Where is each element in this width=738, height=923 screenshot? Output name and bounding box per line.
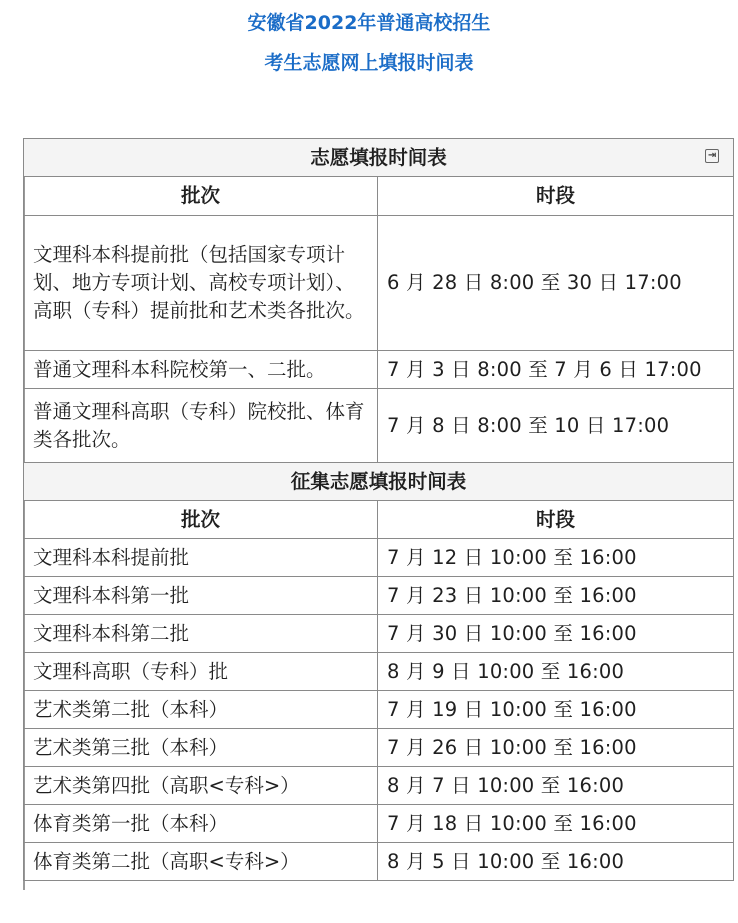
time-cell: 8 月 7 日 10:00 至 16:00 xyxy=(378,767,734,805)
batch-cell: 文理科本科第二批 xyxy=(24,615,378,653)
table-row xyxy=(24,615,734,653)
batch-cell: 艺术类第四批（高职<专科>） xyxy=(24,767,378,805)
section-title: 志愿填报时间表 xyxy=(310,145,447,169)
table-row xyxy=(24,729,734,767)
table-row xyxy=(24,539,734,577)
batch-cell: 艺术类第三批（本科） xyxy=(24,729,378,767)
section-title: 征集志愿填报时间表 xyxy=(290,469,467,493)
batch-cell: 普通文理科高职（专科）院校批、体育类各批次。 xyxy=(24,389,378,463)
time-cell: 7 月 23 日 10:00 至 16:00 xyxy=(378,577,734,615)
time-cell: 7 月 26 日 10:00 至 16:00 xyxy=(378,729,734,767)
page-title-line2: 考生志愿网上填报时间表 xyxy=(264,52,474,74)
column-header-time: 时段 xyxy=(378,177,734,216)
batch-cell: 普通文理科本科院校第一、二批。 xyxy=(24,351,378,389)
batch-cell: 体育类第一批（本科） xyxy=(24,805,378,843)
time-cell: 7 月 12 日 10:00 至 16:00 xyxy=(378,539,734,577)
section-title-row xyxy=(24,139,734,177)
table-row xyxy=(24,805,734,843)
page-title-line1: 安徽省2022年普通高校招生 xyxy=(247,12,491,34)
column-header-row xyxy=(24,501,734,539)
column-header-batch: 批次 xyxy=(24,501,378,539)
expand-icon[interactable]: ⇥ xyxy=(705,149,719,163)
section-title-row xyxy=(24,463,734,501)
column-header-time: 时段 xyxy=(378,501,734,539)
table-row xyxy=(24,577,734,615)
table-row xyxy=(24,767,734,805)
batch-cell: 体育类第二批（高职<专科>） xyxy=(24,843,378,881)
time-cell: 7 月 18 日 10:00 至 16:00 xyxy=(378,805,734,843)
section-title-cell xyxy=(24,463,734,501)
column-header-row xyxy=(24,177,734,216)
table-row xyxy=(24,653,734,691)
section-title-cell xyxy=(24,139,734,177)
batch-cell: 艺术类第二批（本科） xyxy=(24,691,378,729)
time-cell: 7 月 30 日 10:00 至 16:00 xyxy=(378,615,734,653)
time-cell: 7 月 3 日 8:00 至 7 月 6 日 17:00 xyxy=(378,351,734,389)
time-cell: 7 月 8 日 8:00 至 10 日 17:00 xyxy=(378,389,734,463)
batch-cell: 文理科本科第一批 xyxy=(24,577,378,615)
table-row xyxy=(24,389,734,463)
batch-cell: 文理科本科提前批 xyxy=(24,539,378,577)
table-row xyxy=(24,691,734,729)
batch-cell: 文理科本科提前批（包括国家专项计划、地方专项计划、高校专项计划）、高职（专科）提前批和艺术类各批次。 xyxy=(24,216,378,351)
time-cell: 6 月 28 日 8:00 至 30 日 17:00 xyxy=(378,216,734,351)
time-cell: 7 月 19 日 10:00 至 16:00 xyxy=(378,691,734,729)
time-cell: 8 月 5 日 10:00 至 16:00 xyxy=(378,843,734,881)
column-header-batch: 批次 xyxy=(24,177,378,216)
table-row xyxy=(24,216,734,351)
table-row xyxy=(24,351,734,389)
time-cell: 8 月 9 日 10:00 至 16:00 xyxy=(378,653,734,691)
schedule-table xyxy=(23,138,734,881)
batch-cell: 文理科高职（专科）批 xyxy=(24,653,378,691)
table-row xyxy=(24,843,734,881)
